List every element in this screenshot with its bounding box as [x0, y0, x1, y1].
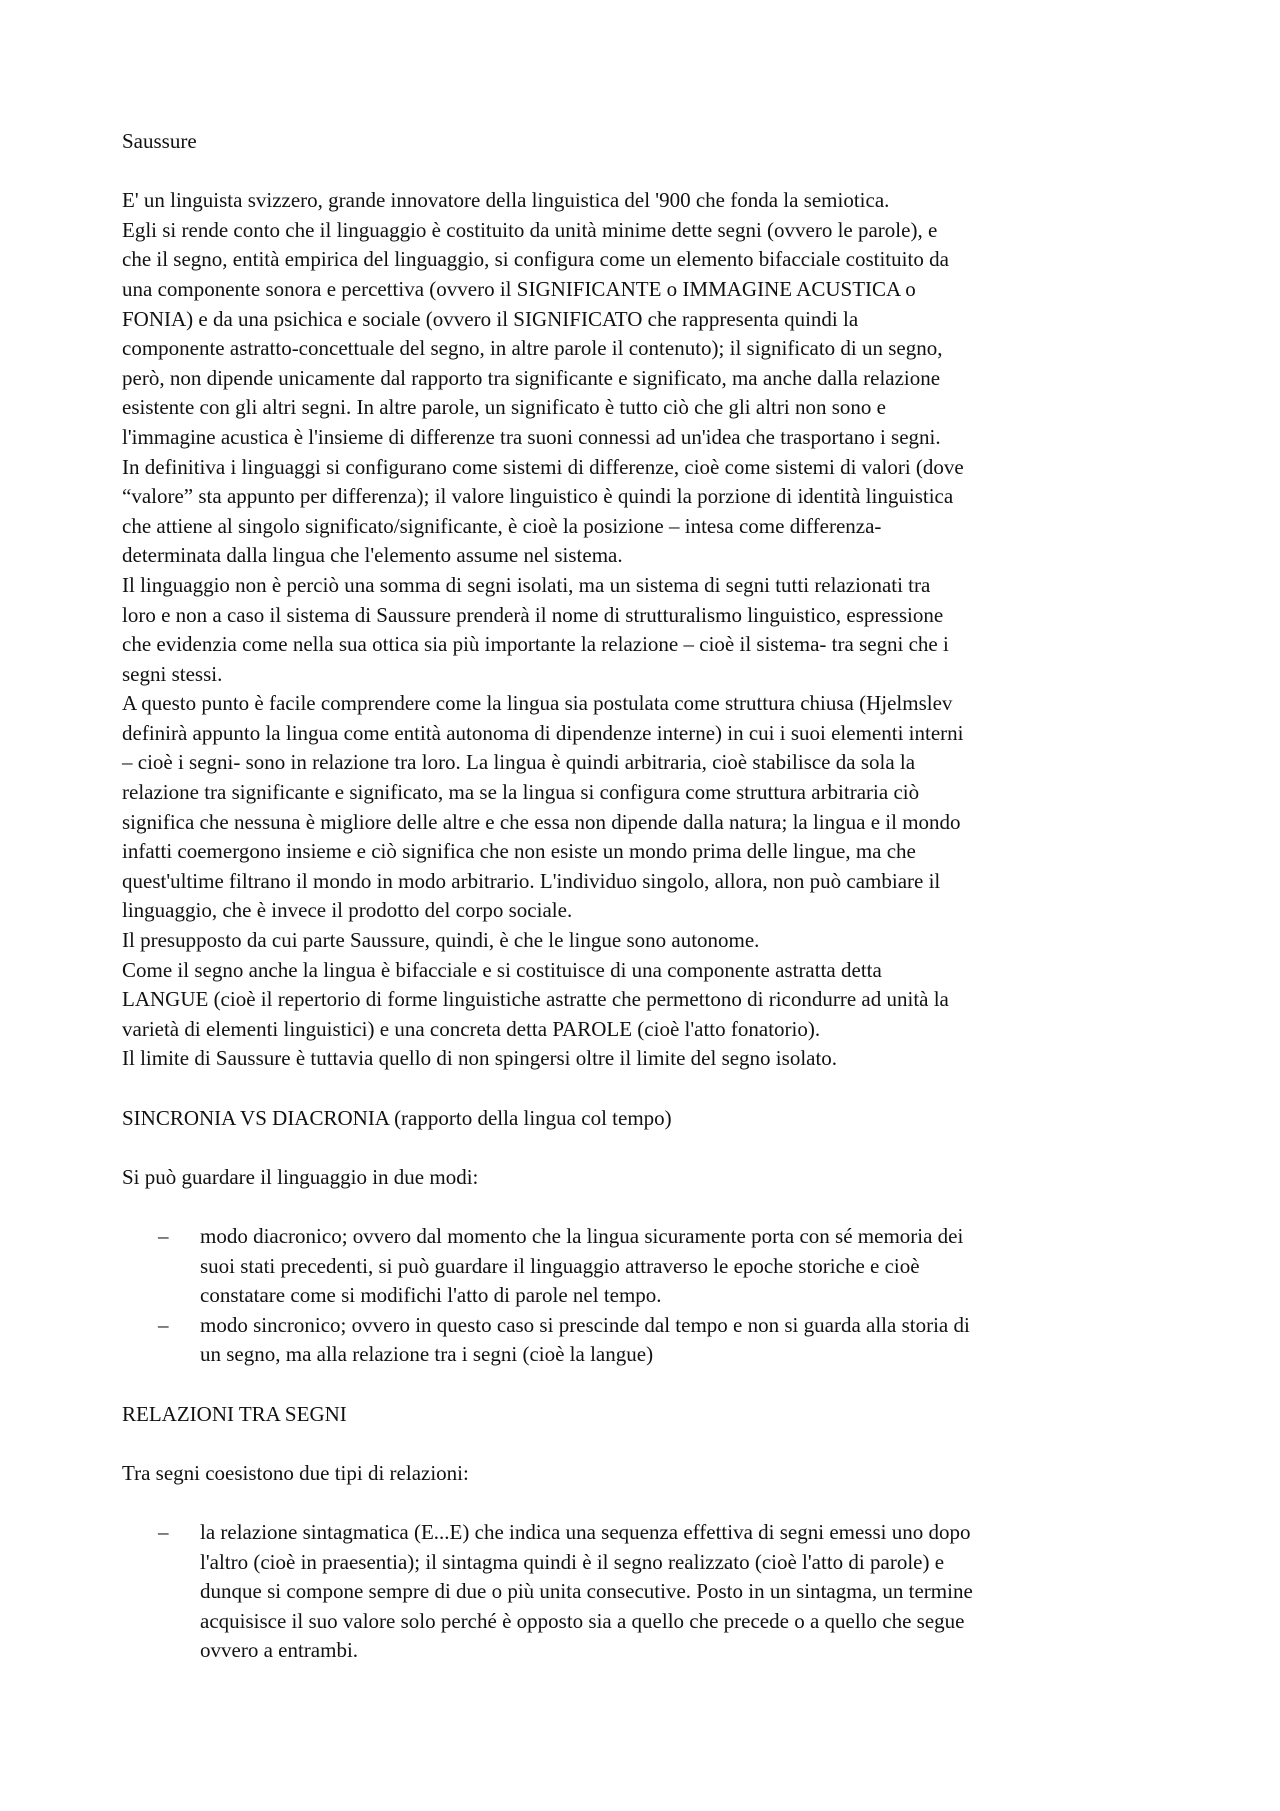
text-line: loro e non a caso il sistema di Saussure prenderà il nome di strutturalismo linguistico, espressione	[122, 602, 944, 627]
text-line: – cioè i segni- sono in relazione tra loro. La lingua è quindi arbitraria, cioè stabilisce da sola la	[122, 750, 916, 775]
text-line: la relazione sintagmatica (E...E) che indica una sequenza effettiva di segni emessi uno dopo	[200, 1519, 971, 1544]
blank-line	[122, 1133, 1172, 1163]
text-line: In definitiva i linguaggi si configurano come sistemi di differenze, cioè come sistemi di valori (dove	[122, 454, 964, 479]
text-line: Il linguaggio non è perciò una somma di segni isolati, ma un sistema di segni tutti relazionati tra	[122, 572, 931, 597]
section-heading-sincronia: SINCRONIA VS DIACRONIA (rapporto della lingua col tempo)	[122, 1105, 672, 1130]
text-line: un segno, ma alla relazione tra i segni (cioè la langue)	[200, 1342, 654, 1367]
text-line: esistente con gli altri segni. In altre parole, un significato è tutto ciò che gli altri non sono e	[122, 395, 886, 420]
list-item	[122, 1222, 1172, 1311]
text-line: l'altro (cioè in praesentia); il sintagma quindi è il segno realizzato (cioè l'atto di parole) e	[200, 1549, 945, 1574]
text-line: Come il segno anche la lingua è bifacciale e si costituisce di una componente astratta detta	[122, 957, 882, 982]
dash-bullet: –	[158, 1519, 169, 1544]
section-lead-sincronia: Si può guardare il linguaggio in due modi:	[122, 1164, 479, 1189]
sincronia-list	[122, 1222, 1172, 1370]
text-line: Il limite di Saussure è tuttavia quello di non spingersi oltre il limite del segno isolato.	[122, 1046, 838, 1071]
text-line: modo diacronico; ovvero dal momento che la lingua sicuramente porta con sé memoria dei	[200, 1223, 964, 1248]
text-line: una componente sonora e percettiva (ovvero il SIGNIFICANTE o IMMAGINE ACUSTICA o	[122, 276, 916, 301]
dash-bullet: –	[158, 1223, 169, 1248]
blank-line	[122, 1192, 1172, 1222]
text-line: A questo punto è facile comprendere come la lingua sia postulata come struttura chiusa (Hjelmslev	[122, 691, 953, 716]
text-line: constatare come si modifichi l'atto di parole nel tempo.	[200, 1283, 662, 1308]
blank-line	[122, 1429, 1172, 1459]
document-body	[122, 127, 1172, 1666]
text-line: Il presupposto da cui parte Saussure, quindi, è che le lingue sono autonome.	[122, 928, 760, 953]
text-line: E' un linguista svizzero, grande innovatore della linguistica del '900 che fonda la semiotica.	[122, 188, 890, 213]
text-line: ovvero a entrambi.	[200, 1638, 359, 1663]
text-line: però, non dipende unicamente dal rapporto tra significante e significato, ma anche dalla relazione	[122, 365, 941, 390]
text-line: infatti coemergono insieme e ciò significa che non esiste un mondo prima delle lingue, ma che	[122, 839, 916, 864]
text-line: l'immagine acustica è l'insieme di differenze tra suoni connessi ad un'idea che trasportano i segni.	[122, 424, 941, 449]
text-line: Egli si rende conto che il linguaggio è costituito da unità minime dette segni (ovvero le parole), e	[122, 217, 938, 242]
blank-line	[122, 1074, 1172, 1104]
intro-paragraphs	[122, 186, 1172, 1074]
text-line: varietà di elementi linguistici) e una concreta detta PAROLE (cioè l'atto fonatorio).	[122, 1016, 821, 1041]
text-line: che attiene al singolo significato/significante, è cioè la posizione – intesa come differenza-	[122, 513, 882, 538]
text-line: FONIA) e da una psichica e sociale (ovvero il SIGNIFICATO che rappresenta quindi la	[122, 306, 859, 331]
text-line: definirà appunto la lingua come entità autonoma di dipendenze interne) in cui i suoi elementi interni	[122, 720, 964, 745]
text-line: segni stessi.	[122, 661, 223, 686]
text-line: che il segno, entità empirica del linguaggio, si configura come un elemento bifacciale costituito da	[122, 247, 949, 272]
blank-line	[122, 157, 1172, 187]
text-line: componente astratto-concettuale del segno, in altre parole il contenuto); il significato di un segno,	[122, 336, 943, 361]
text-line: dunque si compone sempre di due o più unita consecutive. Posto in un sintagma, un termine	[200, 1579, 973, 1604]
text-line: che evidenzia come nella sua ottica sia più importante la relazione – cioè il sistema- tra segni che i	[122, 632, 949, 657]
section-lead-relazioni: Tra segni coesistono due tipi di relazioni:	[122, 1460, 469, 1485]
text-line: LANGUE (cioè il repertorio di forme linguistiche astratte che permettono di ricondurre ad unità la	[122, 987, 949, 1012]
section-heading-relazioni: RELAZIONI TRA SEGNI	[122, 1401, 347, 1426]
text-line: linguaggio, che è invece il prodotto del corpo sociale.	[122, 898, 573, 923]
text-line: acquisisce il suo valore solo perché è opposto sia a quello che precede o a quello che segue	[200, 1608, 965, 1633]
dash-bullet: –	[158, 1312, 169, 1337]
text-line: relazione tra significante e significato, ma se la lingua si configura come struttura arbitraria ciò	[122, 780, 920, 805]
list-item	[122, 1311, 1172, 1370]
blank-line	[122, 1488, 1172, 1518]
text-line: modo sincronico; ovvero in questo caso si prescinde dal tempo e non si guarda alla storia di	[200, 1312, 970, 1337]
blank-line	[122, 1370, 1172, 1400]
text-line: determinata dalla lingua che l'elemento assume nel sistema.	[122, 543, 623, 568]
text-line: quest'ultime filtrano il mondo in modo arbitrario. L'individuo singolo, allora, non può cambiare il	[122, 868, 941, 893]
list-item	[122, 1518, 1172, 1666]
relazioni-list	[122, 1518, 1172, 1666]
text-line: suoi stati precedenti, si può guardare il linguaggio attraverso le epoche storiche e cioè	[200, 1253, 920, 1278]
text-line: “valore” sta appunto per differenza); il valore linguistico è quindi la porzione di identità linguistica	[122, 484, 954, 509]
text-line: significa che nessuna è migliore delle altre e che essa non dipende dalla natura; la lingua e il mondo	[122, 809, 961, 834]
document-title: Saussure	[122, 129, 197, 153]
